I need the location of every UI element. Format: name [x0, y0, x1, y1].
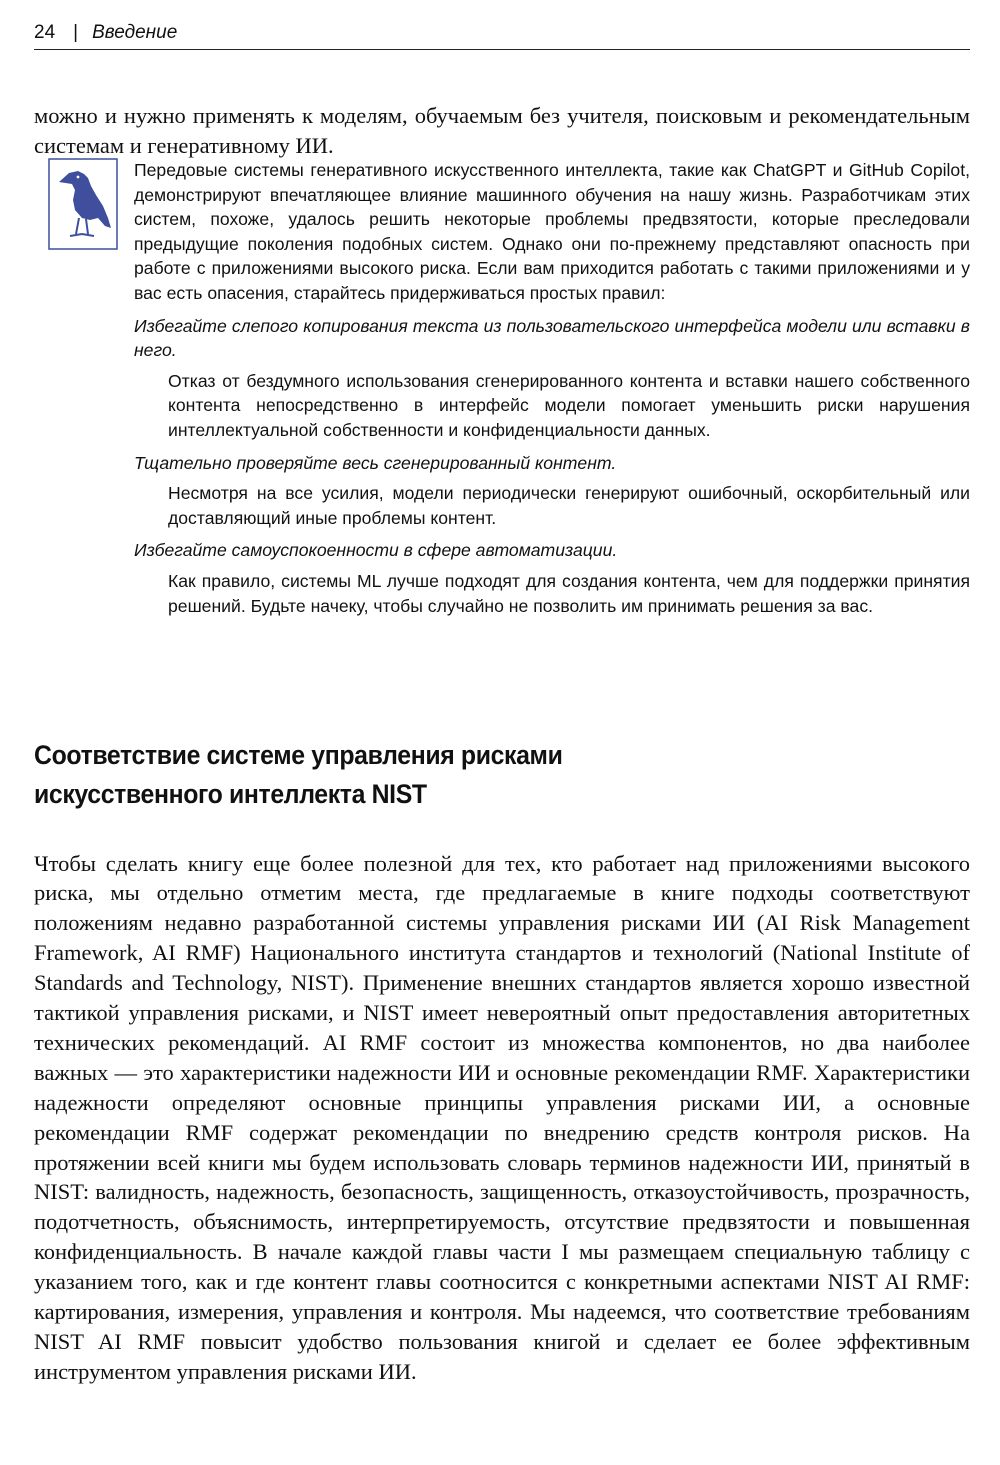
note-rule-text: Отказ от бездумного использования сгенерированного контента и вставки нашего собственного контента непосредственно в интерфейс модели помогает уменьшить риски нарушения интеллектуальной собственности и конфиденциальности данных.	[168, 370, 970, 440]
note-rule-title: Избегайте самоуспокоенности в сфере автоматизации.	[134, 540, 618, 561]
book-page	[34, 0, 970, 1465]
chapter-title: Введение	[92, 22, 178, 43]
page-number: 24	[34, 22, 56, 43]
note-rule-title: Тщательно проверяйте весь сгенерированный контент.	[134, 452, 617, 473]
note-rule-title: Избегайте слепого копирования текста из пользовательского интерфейса модели или вставки в него.	[134, 315, 970, 361]
note-rule-text: Несмотря на все усилия, модели периодически генерируют ошибочный, оскорбительный или доставляющий иные проблемы контент.	[168, 483, 970, 528]
crow-icon	[48, 158, 118, 250]
header-separator: |	[73, 22, 79, 43]
running-header	[34, 22, 970, 50]
section-heading-line-1: Соответствие системе управления рисками	[34, 740, 563, 770]
note-rule-text: Как правило, системы ML лучше подходят для создания контента, чем для поддержки принятия решений. Будьте начеку, чтобы случайно не позволить им принимать решения за вас.	[168, 570, 970, 616]
section-heading-line-2: искусственного интеллекта NIST	[34, 779, 427, 809]
note-block	[134, 158, 970, 618]
note-intro: Передовые системы генеративного искусственного интеллекта, такие как ChatGPT и GitHub Copilot, демонстрируют впечатляющее влияние машинного обучения на нашу жизнь. Разработчикам этих систем, похоже, удалось решить некоторые проблемы предвзятости, которые преследовали предыдущие поколения подобных систем. Однако они по-прежнему представляют опасность при работе с приложениями высокого риска. Если вам приходится работать с такими приложениями и у вас есть опасения, старайтесь придерживаться простых правил:	[134, 160, 970, 303]
section-paragraph: Чтобы сделать книгу еще более полезной для тех, кто работает над приложениями высокого риска, мы отдельно отметим места, где предлагаемые в книге подходы соответствуют положениям недавно разработанной системы управления рисками ИИ (AI Risk Management Framework, AI RMF) Национального института стандартов и технологий (National Institute of Standards and Technology, NIST). Применение внешних стандартов является хорошо известной тактикой управления рисками, и NIST имеет невероятный опыт предоставления авторитетных технических рекомендаций. AI RMF состоит из множества компонентов, но два наиболее важных — это характеристики надежности ИИ и основные рекомендации RMF. Характеристики надежности определяют основные принципы управления рисками ИИ, а основные рекомендации RMF содержат рекомендации по внедрению средств контроля рисков. На протяжении всей книги мы будем использовать словарь терминов надежности ИИ, принятый в NIST: валидность, надежность, безопасность, защищенность, отказоустойчивость, прозрачность, подотчетность, объяснимость, интерпретируемость, отсутствие предвзятости и повышенная конфиденциальность. В начале каждой главы части I мы размещаем специальную таблицу с указанием того, как и где контент главы соотносится с конкретными аспектами NIST AI RMF: картирования, измерения, управления и контроля. Мы надеемся, что соответствие требованиям NIST AI RMF повысит удобство пользования книгой и сделает ее более эффективным инструментом управления рисками ИИ.	[34, 850, 970, 1384]
intro-paragraph: можно и нужно применять к моделям, обучаемым без учителя, поисковым и рекомендательным системам и генеративному ИИ.	[34, 102, 970, 158]
section-heading	[34, 736, 895, 814]
